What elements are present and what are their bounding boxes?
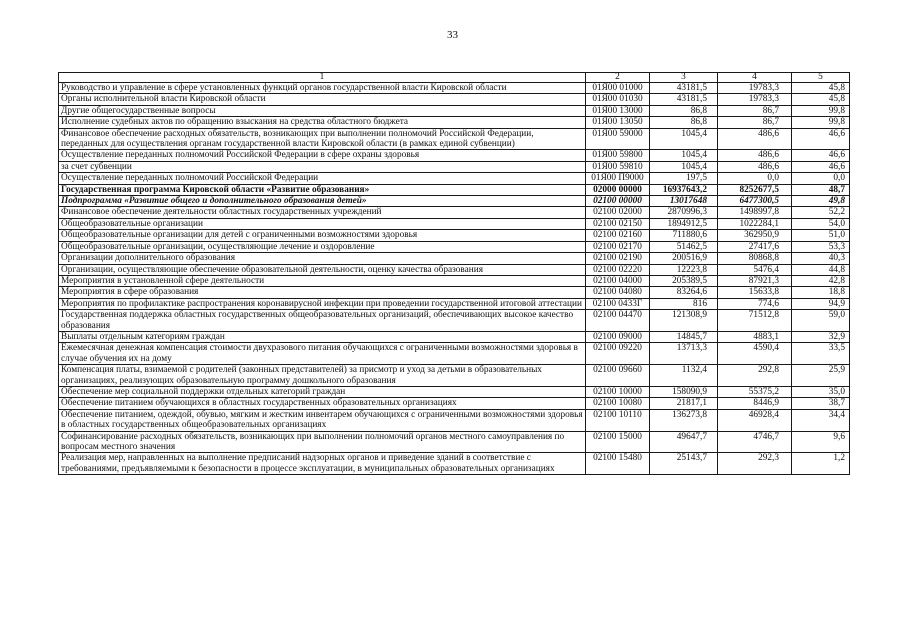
row-name: Органы исполнительной власти Кировской области <box>59 94 586 105</box>
row-value-col3: 21817,1 <box>650 398 718 409</box>
row-code: 02100 00000 <box>586 196 650 207</box>
row-value-col4: 19783,3 <box>718 94 792 105</box>
row-value-col3: 197,5 <box>650 173 718 184</box>
row-name: Выплаты отдельным категориям граждан <box>59 331 586 342</box>
row-value-col5: 35,0 <box>792 386 850 397</box>
table-row <box>59 207 850 218</box>
row-value-col3: 2870996,3 <box>650 207 718 218</box>
row-value-col5: 0,0 <box>792 173 850 184</box>
table-row <box>59 94 850 105</box>
row-value-col3: 13713,3 <box>650 343 718 365</box>
table-row <box>59 161 850 172</box>
row-code: 02100 15000 <box>586 431 650 453</box>
row-code: 02100 09660 <box>586 365 650 387</box>
row-value-col5: 99,8 <box>792 117 850 128</box>
row-value-col3: 14845,7 <box>650 331 718 342</box>
row-name: Руководство и управление в сфере установленных функций органов государственной власти Кировской области <box>59 83 586 94</box>
header-col-2: 2 <box>586 73 650 83</box>
budget-table <box>58 72 850 475</box>
table-row <box>59 253 850 264</box>
row-name: Финансовое обеспечение деятельности областных государственных учреждений <box>59 207 586 218</box>
table-row <box>59 105 850 116</box>
row-value-col5: 46,6 <box>792 150 850 161</box>
row-code: 01Я00 59800 <box>586 150 650 161</box>
table-row <box>59 128 850 150</box>
row-value-col4: 86,7 <box>718 117 792 128</box>
row-value-col5: 42,8 <box>792 275 850 286</box>
row-name: Обеспечение мер социальной поддержки отдельных категорий граждан <box>59 386 586 397</box>
row-code: 02100 02170 <box>586 241 650 252</box>
row-value-col3: 158090,9 <box>650 386 718 397</box>
row-value-col3: 16937643,2 <box>650 184 718 195</box>
row-value-col3: 1045,4 <box>650 150 718 161</box>
table-row <box>59 409 850 431</box>
row-value-col3: 1045,4 <box>650 128 718 150</box>
row-name: Организации дополнительного образования <box>59 253 586 264</box>
row-value-col5: 51,0 <box>792 230 850 241</box>
header-col-3: 3 <box>650 73 718 83</box>
row-value-col3: 200516,9 <box>650 253 718 264</box>
row-value-col3: 51462,5 <box>650 241 718 252</box>
row-value-col5: 94,9 <box>792 298 850 309</box>
row-name: Общеобразовательные организации, осуществляющие лечение и оздоровление <box>59 241 586 252</box>
table-row <box>59 298 850 309</box>
row-value-col4: 4883,1 <box>718 331 792 342</box>
row-value-col3: 1894912,5 <box>650 218 718 229</box>
row-value-col4: 292,3 <box>718 453 792 475</box>
row-code: 02100 0433Г <box>586 298 650 309</box>
row-value-col5: 34,4 <box>792 409 850 431</box>
row-value-col5: 25,9 <box>792 365 850 387</box>
row-value-col3: 43181,5 <box>650 83 718 94</box>
row-name: Исполнение судебных актов по обращению взыскания на средства областного бюджета <box>59 117 586 128</box>
row-value-col4: 292,8 <box>718 365 792 387</box>
row-code: 02100 09220 <box>586 343 650 365</box>
table-row <box>59 365 850 387</box>
row-value-col4: 4590,4 <box>718 343 792 365</box>
row-code: 02100 10000 <box>586 386 650 397</box>
row-value-col3: 25143,7 <box>650 453 718 475</box>
table-row <box>59 218 850 229</box>
row-value-col5: 40,3 <box>792 253 850 264</box>
row-name: Осуществление переданных полномочий Российской Федерации в сфере охраны здоровья <box>59 150 586 161</box>
row-code: 02100 10110 <box>586 409 650 431</box>
row-value-col4: 80868,8 <box>718 253 792 264</box>
row-value-col4: 71512,8 <box>718 310 792 332</box>
table-row <box>59 230 850 241</box>
row-value-col5: 9,6 <box>792 431 850 453</box>
row-value-col3: 121308,9 <box>650 310 718 332</box>
table-row <box>59 196 850 207</box>
row-value-col4: 362950,9 <box>718 230 792 241</box>
row-code: 02100 04470 <box>586 310 650 332</box>
table-row <box>59 83 850 94</box>
row-value-col3: 205389,5 <box>650 275 718 286</box>
row-code: 01Я00 01030 <box>586 94 650 105</box>
row-value-col4: 4746,7 <box>718 431 792 453</box>
row-name: Общеобразовательные организации <box>59 218 586 229</box>
row-value-col4: 27417,6 <box>718 241 792 252</box>
row-value-col3: 1045,4 <box>650 161 718 172</box>
row-value-col5: 52,2 <box>792 207 850 218</box>
row-value-col4: 486,6 <box>718 128 792 150</box>
row-name: за счет субвенции <box>59 161 586 172</box>
row-code: 02000 00000 <box>586 184 650 195</box>
row-value-col4: 19783,3 <box>718 83 792 94</box>
row-code: 01Я00 П9000 <box>586 173 650 184</box>
row-value-col4: 486,6 <box>718 161 792 172</box>
row-value-col5: 59,0 <box>792 310 850 332</box>
row-value-col4: 0,0 <box>718 173 792 184</box>
header-row <box>59 73 850 83</box>
row-name: Финансовое обеспечение расходных обязательств, возникающих при выполнении полномочий Российской Федерации, переданных для осуществления органам государственной власти Кировской области (в рамках единой субвенции) <box>59 128 586 150</box>
row-value-col5: 48,7 <box>792 184 850 195</box>
row-value-col3: 711880,6 <box>650 230 718 241</box>
table-row <box>59 431 850 453</box>
row-code: 02100 02150 <box>586 218 650 229</box>
table-row <box>59 331 850 342</box>
row-value-col4: 46928,4 <box>718 409 792 431</box>
row-code: 02100 09000 <box>586 331 650 342</box>
row-value-col5: 38,7 <box>792 398 850 409</box>
row-value-col5: 49,8 <box>792 196 850 207</box>
row-name: Мероприятия в сфере образования <box>59 287 586 298</box>
row-value-col4: 486,6 <box>718 150 792 161</box>
row-name: Другие общегосударственные вопросы <box>59 105 586 116</box>
row-value-col5: 45,8 <box>792 94 850 105</box>
row-value-col3: 86,8 <box>650 105 718 116</box>
header-col-4: 4 <box>718 73 792 83</box>
row-name: Реализация мер, направленных на выполнение предписаний надзорных органов и приведение зданий в соответствие с требованиями, предъявляемыми к безопасности в процессе эксплуатации, в муниципальных образовательных организациях <box>59 453 586 475</box>
row-value-col3: 1132,4 <box>650 365 718 387</box>
row-value-col3: 136273,8 <box>650 409 718 431</box>
row-code: 02100 02190 <box>586 253 650 264</box>
table-row <box>59 453 850 475</box>
row-value-col3: 12223,8 <box>650 264 718 275</box>
row-value-col4: 6477300,5 <box>718 196 792 207</box>
row-value-col3: 86,8 <box>650 117 718 128</box>
row-value-col3: 83264,6 <box>650 287 718 298</box>
row-value-col5: 46,6 <box>792 128 850 150</box>
row-value-col4: 15633,8 <box>718 287 792 298</box>
row-value-col4: 55375,2 <box>718 386 792 397</box>
row-value-col3: 13017648 <box>650 196 718 207</box>
row-code: 01Я00 59000 <box>586 128 650 150</box>
table-row <box>59 173 850 184</box>
row-name: Государственная программа Кировской области «Развитие образования» <box>59 184 586 195</box>
row-value-col4: 8446,9 <box>718 398 792 409</box>
header-col-5: 5 <box>792 73 850 83</box>
row-name: Государственная поддержка областных государственных общеобразовательных организаций, обеспечивающих высокое качество образования <box>59 310 586 332</box>
row-value-col4: 774,6 <box>718 298 792 309</box>
table-row <box>59 241 850 252</box>
row-value-col5: 45,8 <box>792 83 850 94</box>
row-name: Мероприятия по профилактике распространения коронавирусной инфекции при проведении государственной итоговой аттестации <box>59 298 586 309</box>
row-code: 01Я00 13050 <box>586 117 650 128</box>
row-name: Обеспечение питанием, одеждой, обувью, мягким и жестким инвентарем обучающихся с ограниченными возможностями здоровья в областных государственных общеобразовательных организациях <box>59 409 586 431</box>
row-value-col5: 53,3 <box>792 241 850 252</box>
row-value-col4: 5476,4 <box>718 264 792 275</box>
row-code: 02100 02220 <box>586 264 650 275</box>
table-body <box>59 83 850 475</box>
row-value-col3: 49647,7 <box>650 431 718 453</box>
row-value-col4: 1022284,1 <box>718 218 792 229</box>
row-value-col5: 46,6 <box>792 161 850 172</box>
table-row <box>59 150 850 161</box>
row-value-col3: 816 <box>650 298 718 309</box>
table-row <box>59 184 850 195</box>
row-value-col5: 44,8 <box>792 264 850 275</box>
row-name: Мероприятия в установленной сфере деятельности <box>59 275 586 286</box>
table-row <box>59 275 850 286</box>
table-row <box>59 264 850 275</box>
table-row <box>59 310 850 332</box>
row-name: Общеобразовательные организации для детей с ограниченными возможностями здоровья <box>59 230 586 241</box>
row-name: Осуществление переданных полномочий Российской Федерации <box>59 173 586 184</box>
row-code: 02100 02160 <box>586 230 650 241</box>
row-name: Организации, осуществляющие обеспечение образовательной деятельности, оценку качества образования <box>59 264 586 275</box>
row-value-col3: 43181,5 <box>650 94 718 105</box>
row-name: Компенсация платы, взимаемой с родителей (законных представителей) за присмотр и уход за детьми в образовательных организациях, реализующих образовательную программу дошкольного образования <box>59 365 586 387</box>
row-code: 01Я00 59810 <box>586 161 650 172</box>
row-value-col5: 33,5 <box>792 343 850 365</box>
row-value-col4: 86,7 <box>718 105 792 116</box>
row-value-col5: 18,8 <box>792 287 850 298</box>
row-name: Софинансирование расходных обязательств, возникающих при выполнении полномочий органов местного самоуправления по вопросам местного значения <box>59 431 586 453</box>
row-code: 02100 10080 <box>586 398 650 409</box>
row-code: 02100 04080 <box>586 287 650 298</box>
row-code: 01Я00 01000 <box>586 83 650 94</box>
row-code: 02100 04000 <box>586 275 650 286</box>
row-value-col5: 1,2 <box>792 453 850 475</box>
table-row <box>59 398 850 409</box>
row-name: Обеспечение питанием обучающихся в областных государственных образовательных организациях <box>59 398 586 409</box>
row-value-col4: 1498997,8 <box>718 207 792 218</box>
row-value-col5: 54,0 <box>792 218 850 229</box>
table-row <box>59 343 850 365</box>
header-col-1: 1 <box>59 73 586 83</box>
table-row <box>59 117 850 128</box>
row-value-col5: 32,9 <box>792 331 850 342</box>
row-code: 02100 02000 <box>586 207 650 218</box>
row-value-col4: 8252677,5 <box>718 184 792 195</box>
row-code: 02100 15480 <box>586 453 650 475</box>
table-row <box>59 386 850 397</box>
row-name: Подпрограмма «Развитие общего и дополнительного образования детей» <box>59 196 586 207</box>
row-value-col5: 99,8 <box>792 105 850 116</box>
page-number: 33 <box>447 29 458 41</box>
row-value-col4: 87921,3 <box>718 275 792 286</box>
table-row <box>59 287 850 298</box>
row-name: Ежемесячная денежная компенсация стоимости двухразового питания обучающихся с ограниченными возможностями здоровья в случае обучения их на дому <box>59 343 586 365</box>
row-code: 01Я00 13000 <box>586 105 650 116</box>
